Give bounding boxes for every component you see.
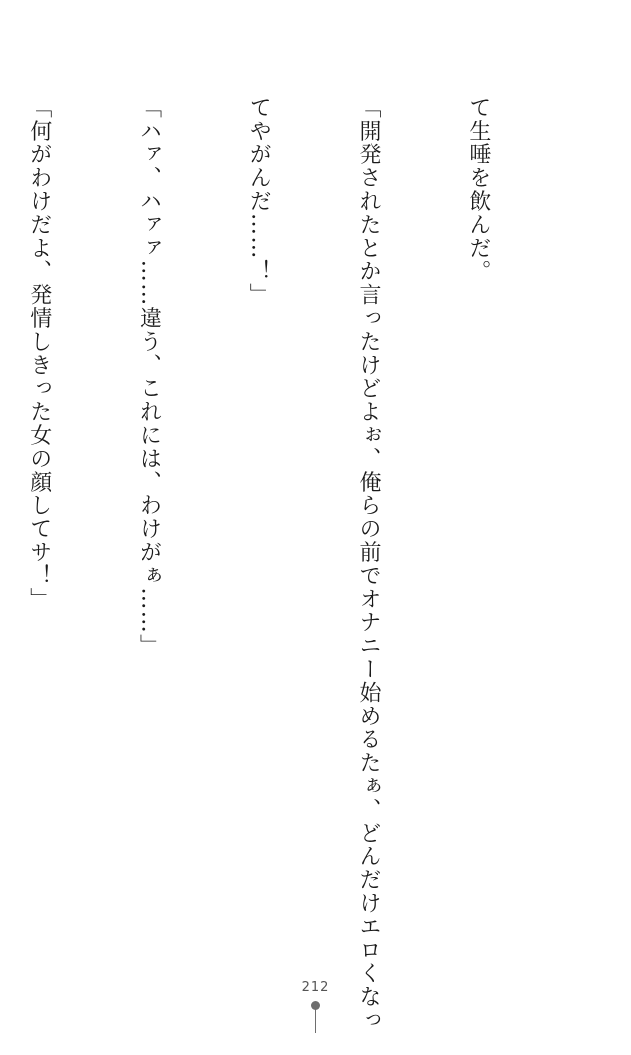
text-line: 「ハァ、ハァァ……違う、これには、わけがぁ……」 (136, 96, 162, 658)
marker-stem (315, 1009, 316, 1033)
page-marker-icon (311, 1001, 320, 1033)
text-line: 「何がわけだよ、発情しきった女の顔してサ！」 (26, 96, 52, 611)
text-line: 「開発されたとか言ったけどよぉ、俺らの前でオナニー始めるたぁ、どんだけエロくなっ (356, 96, 382, 1032)
text-line: て生唾を飲んだ。 (465, 96, 491, 284)
page-number: 212 (301, 980, 330, 995)
text-line: てやがんだ……！」 (246, 96, 272, 307)
